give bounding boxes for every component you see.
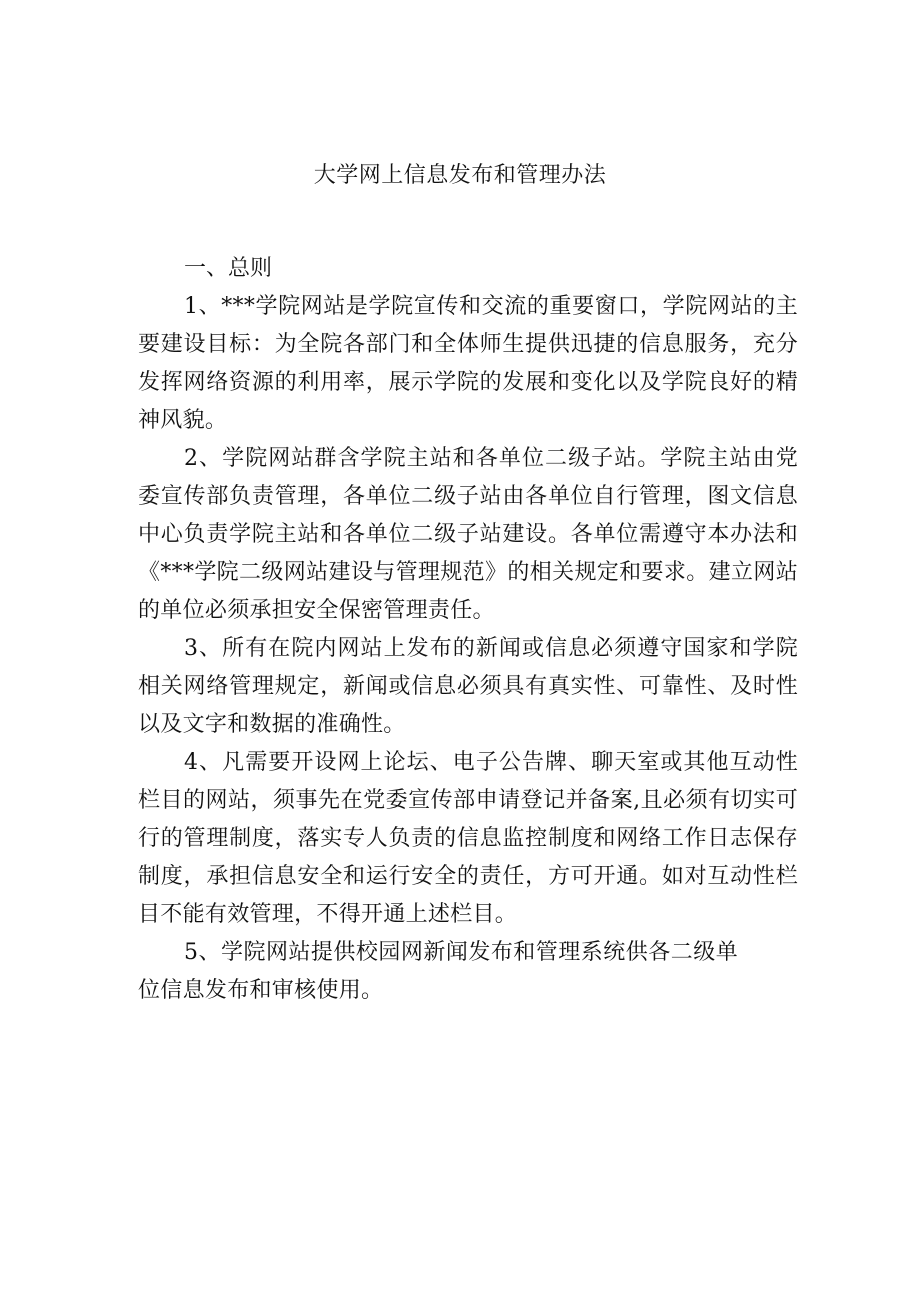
section-heading-general: 一、总则 (184, 256, 273, 281)
paragraph-3: 3、所有在院内网站上发布的新闻或信息必须遵守国家和学院相关网络管理规定，新闻或信息必须具有真实性、可靠性、及时性以及文字和数据的准确性。 (138, 636, 798, 737)
paragraph-1: 1、***学院网站是学院宣传和交流的重要窗口，学院网站的主要建设目标：为全院各部门和全体师生提供迅捷的信息服务，充分发挥网络资源的利用率，展示学院的发展和变化以及学院良好的精神风貌。 (138, 294, 798, 433)
document-title: 大学网上信息发布和管理办法 (313, 163, 607, 188)
paragraph-4: 4、凡需要开设网上论坛、电子公告牌、聊天室或其他互动性栏目的网站，须事先在党委宣传部申请登记并备案,且必须有切实可行的管理制度，落实专人负责的信息监控制度和网络工作日志保存制度，承担信息安全和运行安全的责任，方可开通。如对互动性栏目不能有效管理，不得开通上述栏目。 (138, 750, 798, 927)
paragraph-5: 5、学院网站提供校园网新闻发布和管理系统供各二级单位信息发布和审核使用。 (138, 940, 738, 1003)
document-body (138, 250, 798, 1010)
paragraph-2: 2、学院网站群含学院主站和各单位二级子站。学院主站由党委宣传部负责管理，各单位二级子站由各单位自行管理，图文信息中心负责学院主站和各单位二级子站建设。各单位需遵守本办法和《***学院二级网站建设与管理规范》的相关规定和要求。建立网站的单位必须承担安全保密管理责任。 (138, 446, 798, 623)
